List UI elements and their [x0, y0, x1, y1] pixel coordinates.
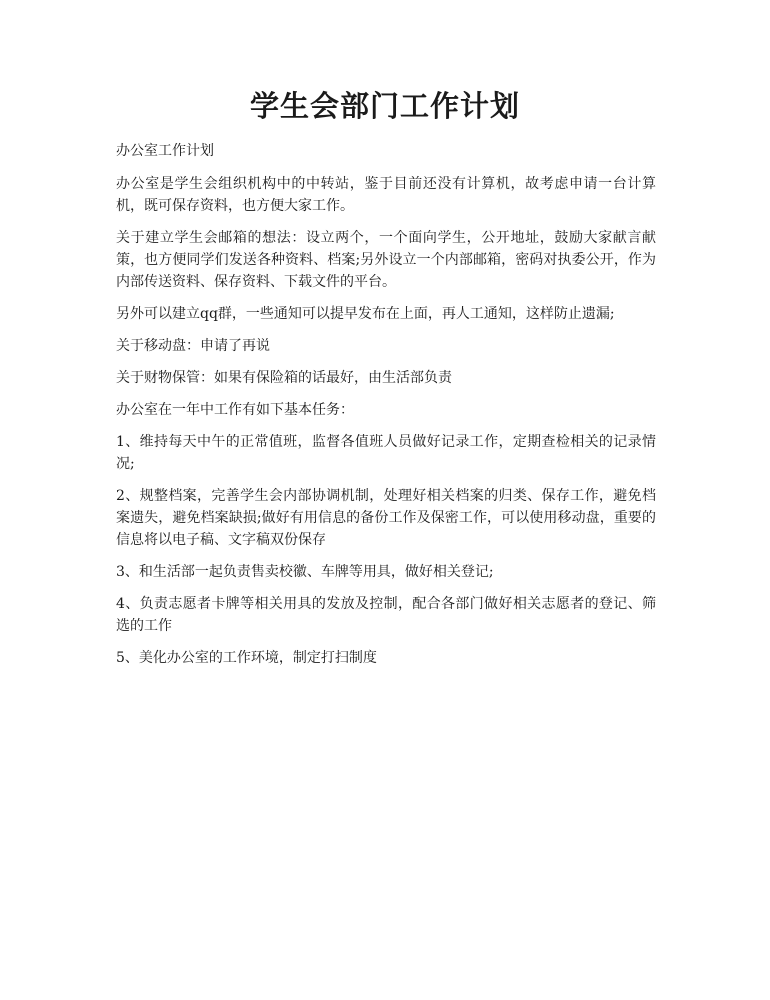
paragraph-usb-drive: 关于移动盘：申请了再说 — [116, 338, 270, 354]
paragraph-property: 关于财物保管：如果有保险箱的话最好，由生活部负责 — [116, 370, 452, 386]
paragraph-computer: 办公室是学生会组织机构中的中转站，鉴于目前还没有计算机，故考虑申请一台计算机，既可保存资料，也方便大家工作。 — [116, 176, 656, 214]
document-title: 学生会部门工作计划 — [249, 89, 520, 123]
section-heading: 办公室工作计划 — [116, 143, 214, 159]
task-item-1: 1、维持每天中午的正常值班，监督各值班人员做好记录工作，定期查检相关的记录情况; — [116, 434, 656, 472]
task-item-2: 2、规整档案，完善学生会内部协调机制，处理好相关档案的归类、保存工作，避免档案遗失，避免档案缺损;做好有用信息的备份工作及保密工作，可以使用移动盘，重要的信息将以电子稿、文字稿双份保存 — [116, 488, 656, 548]
paragraph-mailbox: 关于建立学生会邮箱的想法：设立两个，一个面向学生，公开地址，鼓励大家献言献策，也方便同学们发送各种资料、档案;另外设立一个内部邮箱，密码对执委公开，作为内部传送资料、保存资料、下载文件的平台。 — [116, 230, 656, 290]
task-item-3: 3、和生活部一起负责售卖校徽、车牌等用具，做好相关登记; — [116, 564, 494, 580]
document-body — [116, 140, 656, 679]
task-item-4: 4、负责志愿者卡牌等相关用具的发放及控制，配合各部门做好相关志愿者的登记、筛选的工作 — [116, 596, 656, 634]
paragraph-qq-group: 另外可以建立qq群，一些通知可以提早发布在上面，再人工通知，这样防止遗漏; — [116, 306, 615, 322]
task-item-5: 5、美化办公室的工作环境，制定打扫制度 — [116, 650, 377, 666]
paragraph-tasks-intro: 办公室在一年中工作有如下基本任务： — [116, 402, 354, 418]
